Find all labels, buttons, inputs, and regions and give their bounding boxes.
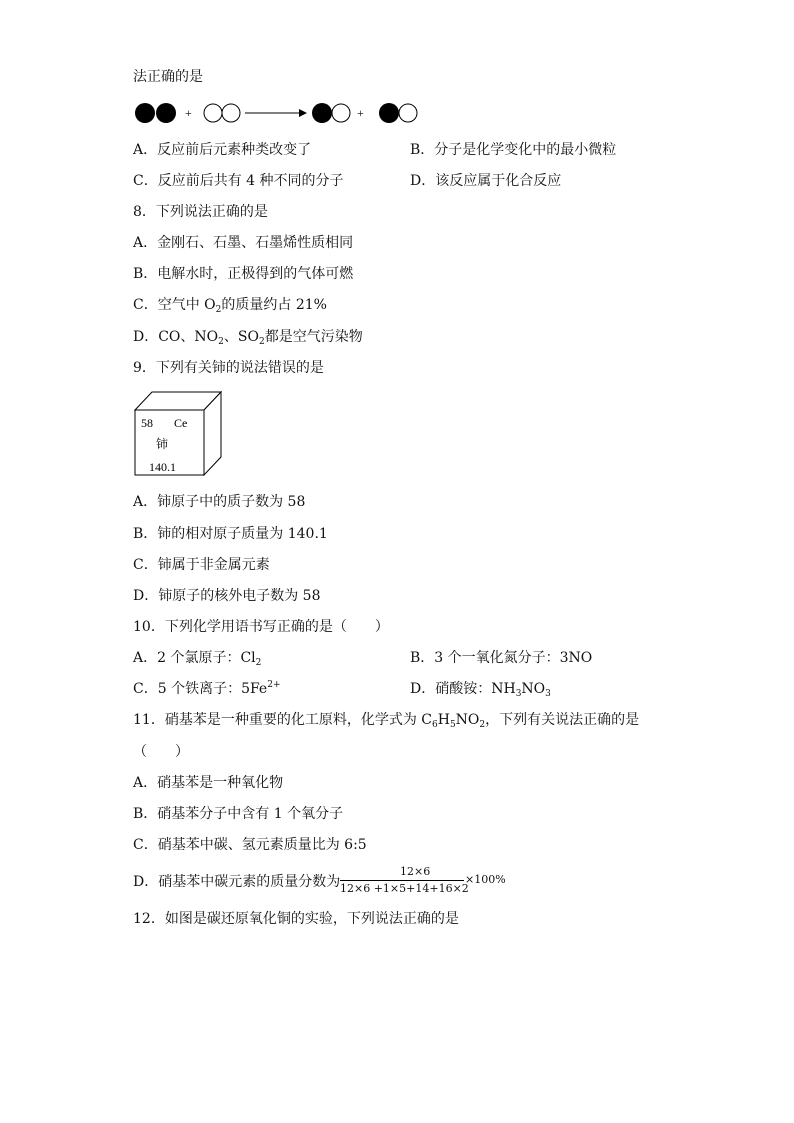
q8-option-c: C．空气中 $O_2$的质量约占 21% [133, 297, 327, 315]
q9-option-c: C．铈属于非金属元素 [133, 557, 270, 573]
q7-option-c: C．反应前后共有 4 种不同的分子 [133, 173, 344, 189]
plus-sign: + [185, 106, 192, 120]
q11-option-a: A．硝基苯是一种氧化物 [133, 775, 284, 791]
white-atom [332, 104, 350, 122]
black-atom [312, 103, 332, 123]
q7-option-d: D．该反应属于化合反应 [410, 173, 562, 189]
fraction-numerator: 12×6 [400, 865, 431, 878]
q12-stem: 12．如图是碳还原氧化铜的实验，下列说法正确的是 [133, 911, 459, 927]
q10-option-d: D．硝酸铵：$NH_3NO_3$ [410, 681, 551, 699]
fraction-denominator: 12×6 +1×5+14+16×2 [340, 882, 469, 895]
q8-option-b: B．电解水时，正极得到的气体可燃 [133, 266, 354, 282]
reaction-diagram [133, 98, 433, 128]
mass-fraction-formula [340, 865, 506, 896]
q8-stem: 8．下列说法正确的是 [133, 204, 268, 220]
q9-option-a: A．铈原子中的质子数为 58 [133, 494, 306, 510]
element-name: 铈 [156, 437, 169, 451]
q9-stem: 9．下列有关铈的说法错误的是 [133, 360, 324, 376]
q8-option-d: D．CO、$NO_2$、$SO_2$都是空气污染物 [133, 329, 363, 347]
white-atom [399, 104, 417, 122]
plus-sign: + [357, 106, 364, 120]
fraction-bar [340, 880, 464, 881]
q10-stem: 10．下列化学用语书写正确的是（ ） [133, 619, 389, 635]
black-atom [156, 103, 176, 123]
white-atom [204, 104, 222, 122]
white-atom [222, 104, 240, 122]
atomic-number: 58 [141, 416, 153, 430]
q7-option-b: B．分子是化学变化中的最小微粒 [410, 142, 617, 158]
element-symbol: Ce [174, 416, 188, 430]
q7-option-a: A．反应前后元素种类改变了 [133, 142, 312, 158]
q10-option-a: A．2 个氯原子：$Cl_2$ [133, 650, 262, 668]
q11-stem: 11．硝基苯是一种重要的化工原料，化学式为 $C_6H_5NO_2$，下列有关说法正确的是 [133, 712, 640, 730]
element-cell-cerium [132, 390, 224, 478]
q11-option-b: B．硝基苯分子中含有 1 个氧分子 [133, 806, 344, 822]
black-atom [135, 103, 155, 123]
atomic-mass: 140.1 [149, 460, 176, 474]
arrow-head [299, 109, 307, 117]
q11-option-d: D．硝基苯中碳元素的质量分数为 [133, 874, 341, 890]
q11-answer-paren: （ ） [133, 744, 189, 760]
intro-line: 法正确的是 [133, 69, 203, 85]
q10-option-b: B．3 个一氧化氮分子：3NO [410, 650, 593, 666]
fraction-multiplier: ×100% [465, 873, 506, 886]
q11-option-c: C．硝基苯中碳、氢元素质量比为 6:5 [133, 837, 367, 853]
q8-option-a: A．金刚石、石墨、石墨烯性质相同 [133, 235, 354, 251]
q10-option-c: C．5 个铁离子：$5Fe^{2+}$ [133, 680, 281, 697]
q9-option-d: D．铈原子的核外电子数为 58 [133, 588, 321, 604]
q9-option-b: B．铈的相对原子质量为 140.1 [133, 526, 328, 542]
black-atom [379, 103, 399, 123]
